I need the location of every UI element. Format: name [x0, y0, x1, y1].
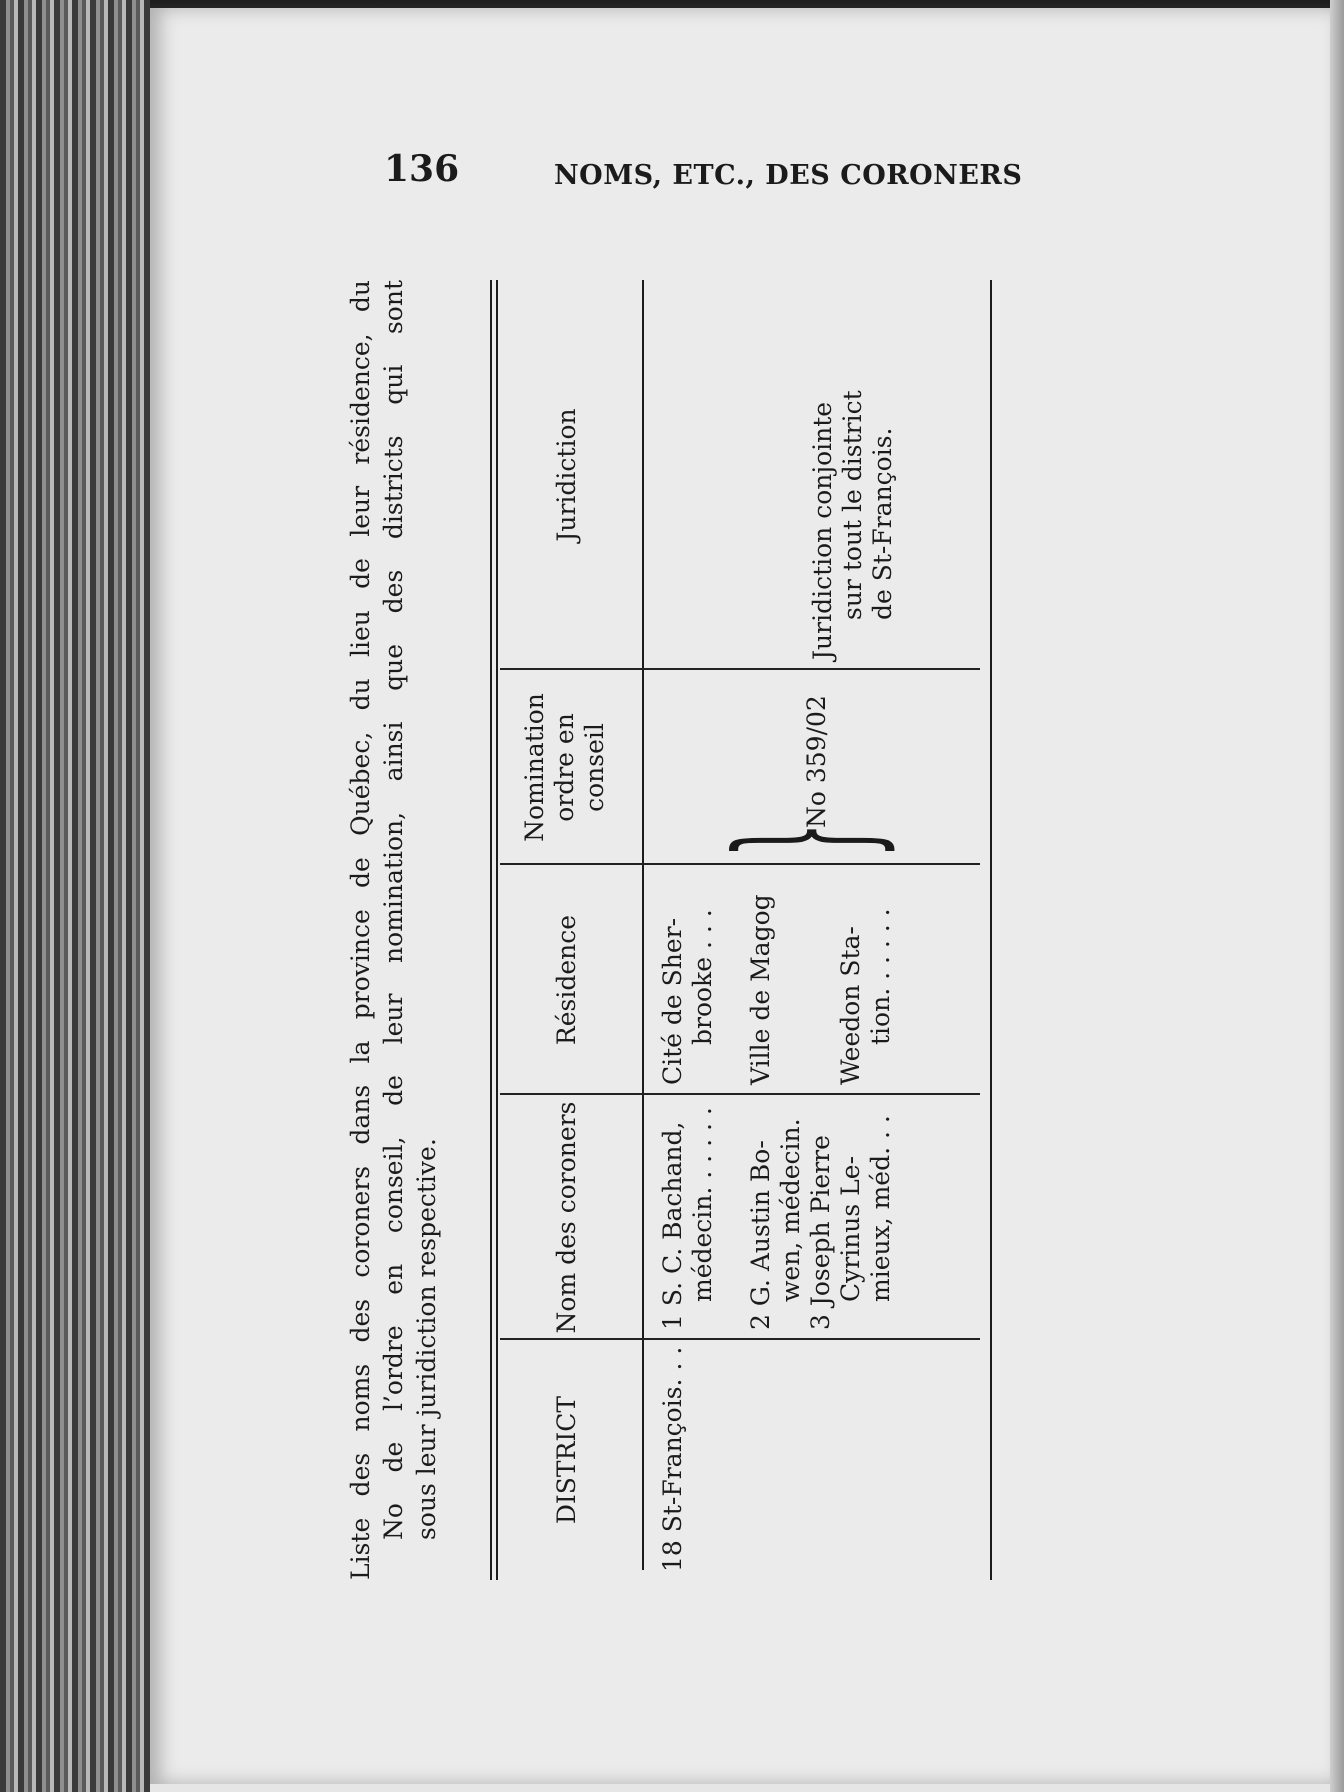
- nomination-brace-left: }: [702, 822, 910, 858]
- residence-3: [836, 908, 896, 1085]
- header-district: DISTRICT: [552, 1395, 581, 1525]
- residence-1-line-2: brooke . . .: [688, 909, 717, 1045]
- table-caption: [344, 280, 474, 1580]
- top-double-rule-1: [490, 280, 492, 1580]
- header-nomination-line-1: Nomination: [520, 693, 549, 842]
- residence-3-line-2: tion. . . . . .: [866, 908, 895, 1045]
- coroner-1-line-1: 1 S. C. Bachand,: [658, 1121, 687, 1330]
- header-rule: [642, 280, 644, 1570]
- coroners-table: [490, 280, 1010, 1580]
- running-head: [384, 148, 1044, 198]
- district-cell: 18 St-François. . .: [658, 1346, 687, 1572]
- caption-line-3: sous leur juridiction respective.: [412, 1138, 441, 1540]
- rotated-content: [344, 280, 1044, 1580]
- bottom-rule: [990, 280, 992, 1580]
- top-double-rule-2: [496, 280, 498, 1580]
- caption-line-1: Liste des noms des coroners dans la province de Québec, du lieu de leur résidence, du: [346, 280, 375, 1580]
- residence-2: [746, 894, 776, 1085]
- coroner-1-line-2: médecin. . . . . .: [688, 1107, 717, 1302]
- book-page-edges: [0, 0, 150, 1792]
- coroner-3: [806, 1115, 896, 1330]
- coroner-2-line-2: wen, médecin.: [776, 1118, 805, 1302]
- coroner-1: [658, 1107, 718, 1330]
- juridiction-line-1: Juridiction conjointe: [808, 401, 837, 660]
- coroner-2-line-1: 2 G. Austin Bo-: [746, 1140, 775, 1330]
- header-nomination-line-3: conseil: [580, 723, 609, 812]
- residence-1: [658, 909, 718, 1085]
- header-nomination-line-2: ordre en: [550, 713, 579, 822]
- coroner-3-line-1: 3 Joseph Pierre: [806, 1135, 835, 1330]
- juridiction-cell: [808, 390, 898, 660]
- residence-2-line-1: Ville de Magog: [746, 894, 775, 1085]
- residence-3-line-1: Weedon Sta-: [836, 926, 865, 1085]
- juridiction-line-2: sur tout le district: [838, 390, 867, 620]
- juridiction-line-3: de St-François.: [868, 427, 897, 620]
- page-right-edge: [1330, 0, 1344, 1792]
- header-coroner-name: Nom des coroners: [552, 1101, 581, 1334]
- coroner-3-line-2: Cyrinus Le-: [836, 1155, 865, 1302]
- coroner-2: [746, 1118, 806, 1330]
- page-heading: NOMS, ETC., DES CORONERS: [554, 160, 1023, 191]
- coroner-3-line-3: mieux, méd. . .: [866, 1115, 895, 1302]
- nomination-cell: No 359/02: [802, 695, 831, 828]
- header-juridiction: Juridiction: [552, 408, 581, 542]
- caption-line-2: No de l’ordre en conseil, de leur nomination, ainsi que des districts qui sont: [379, 280, 408, 1540]
- header-residence: Résidence: [552, 914, 581, 1046]
- residence-1-line-1: Cité de Sher-: [658, 917, 687, 1085]
- page-number: 136: [384, 148, 460, 190]
- header-nomination: [520, 670, 610, 865]
